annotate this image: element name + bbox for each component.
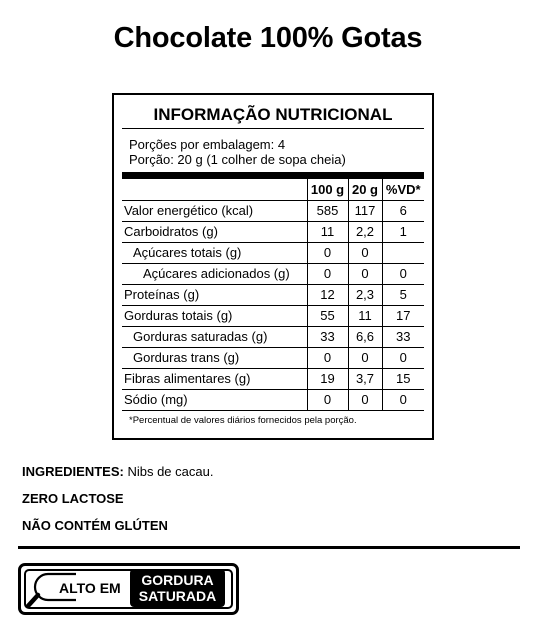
value-vd: 1 xyxy=(382,221,424,242)
row-label: Carboidratos (g) xyxy=(122,221,307,242)
ingredients-label: INGREDIENTES: xyxy=(22,464,124,479)
table-row xyxy=(122,326,424,347)
row-label: Gorduras trans (g) xyxy=(122,347,307,368)
table-row xyxy=(122,389,424,410)
value-20g: 0 xyxy=(348,347,382,368)
product-title: Chocolate 100% Gotas xyxy=(113,22,423,54)
value-100g: 19 xyxy=(307,368,348,389)
value-20g: 0 xyxy=(348,242,382,263)
lactose-claim: ZERO LACTOSE xyxy=(22,491,124,506)
divider xyxy=(18,546,520,549)
value-vd: 6 xyxy=(382,200,424,221)
front-warning-label xyxy=(18,563,239,615)
value-20g: 117 xyxy=(348,200,382,221)
table-row xyxy=(122,368,424,389)
table-row xyxy=(122,284,424,305)
thick-rule xyxy=(122,172,424,179)
value-vd: 15 xyxy=(382,368,424,389)
table-row xyxy=(122,263,424,284)
warning-nutrient-box xyxy=(130,569,225,607)
value-vd: 0 xyxy=(382,389,424,410)
value-20g: 0 xyxy=(348,263,382,284)
value-100g: 0 xyxy=(307,347,348,368)
row-label: Valor energético (kcal) xyxy=(124,203,254,218)
warning-nutrient-line2: SATURADA xyxy=(138,588,217,604)
value-20g: 11 xyxy=(348,305,382,326)
value-100g: 55 xyxy=(307,305,348,326)
value-100g: 33 xyxy=(307,326,348,347)
value-20g: 0 xyxy=(348,389,382,410)
table-row xyxy=(122,221,424,242)
warning-prefix: ALTO EM xyxy=(59,580,121,596)
table-row xyxy=(122,242,424,263)
column-header-20g: 20 g xyxy=(348,179,382,200)
value-vd: 0 xyxy=(382,263,424,284)
value-100g: 0 xyxy=(307,263,348,284)
nutrition-heading: INFORMAÇÃO NUTRICIONAL xyxy=(153,105,393,124)
value-vd xyxy=(382,242,424,263)
value-vd: 5 xyxy=(382,284,424,305)
row-label: Açúcares adicionados (g) xyxy=(122,263,307,284)
value-20g: 2,3 xyxy=(348,284,382,305)
nutrition-table xyxy=(122,179,424,411)
value-100g: 12 xyxy=(307,284,348,305)
value-100g: 0 xyxy=(307,242,348,263)
table-row xyxy=(122,347,424,368)
row-label: Fibras alimentares (g) xyxy=(122,368,307,389)
serving-size: Porção: 20 g (1 colher de sopa cheia) xyxy=(129,152,346,167)
row-label: Proteínas (g) xyxy=(122,284,307,305)
gluten-claim: NÃO CONTÉM GLÚTEN xyxy=(22,518,168,533)
heading-rule xyxy=(122,128,424,129)
value-vd: 17 xyxy=(382,305,424,326)
value-100g: 0 xyxy=(307,389,348,410)
column-header-100g: 100 g xyxy=(307,179,348,200)
header-blank xyxy=(122,179,307,200)
footnote: *Percentual de valores diários fornecidos pela porção. xyxy=(129,415,357,426)
table-row xyxy=(122,200,424,221)
column-header-vd: %VD* xyxy=(382,179,424,200)
row-label: Açúcares totais (g) xyxy=(122,242,307,263)
row-label: Gorduras totais (g) xyxy=(122,305,307,326)
table-row xyxy=(122,305,424,326)
value-100g: 11 xyxy=(307,221,348,242)
value-20g: 6,6 xyxy=(348,326,382,347)
servings-per-package: Porções por embalagem: 4 xyxy=(129,137,286,152)
ingredients xyxy=(22,464,213,479)
ingredients-text: Nibs de cacau. xyxy=(123,464,214,479)
value-vd: 0 xyxy=(382,347,424,368)
value-20g: 3,7 xyxy=(348,368,382,389)
value-vd: 33 xyxy=(382,326,424,347)
warning-nutrient-line1: GORDURA xyxy=(141,572,214,588)
row-label: Gorduras saturadas (g) xyxy=(122,326,307,347)
row-label: Sódio (mg) xyxy=(122,389,307,410)
nutrition-facts-panel xyxy=(112,93,434,440)
value-20g: 2,2 xyxy=(348,221,382,242)
value-100g: 585 xyxy=(307,200,348,221)
